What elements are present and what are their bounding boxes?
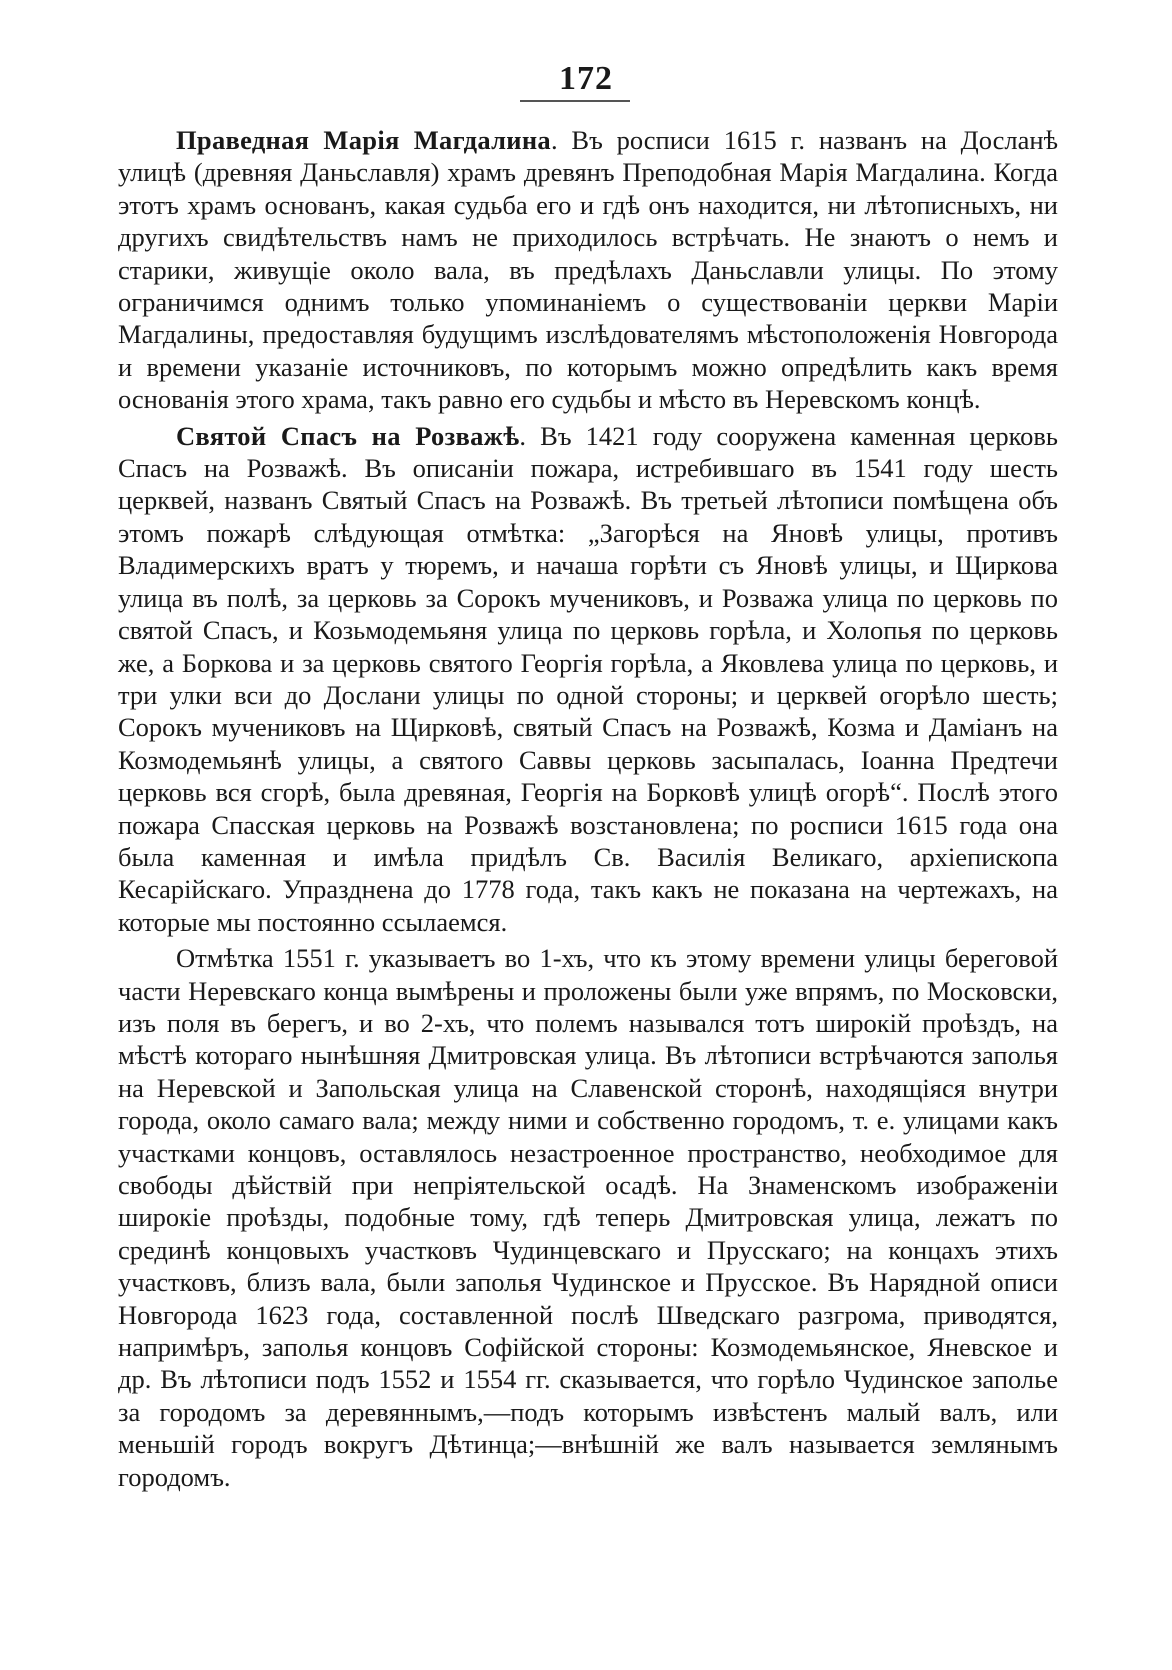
page-number-rule — [520, 100, 630, 102]
page-body — [118, 124, 1058, 1497]
paragraph-maria-magdalina — [118, 124, 1058, 416]
section-heading: Праведная Марія Магдалина — [176, 125, 551, 155]
section-heading: Святой Спасъ на Розважѣ — [176, 420, 520, 451]
paragraph-otmetka-1551 — [118, 942, 1058, 1493]
page-number: 172 — [559, 60, 613, 97]
paragraph-text: Отмѣтка 1551 г. указываетъ во 1-хъ, что къ этому времени улицы береговой части Неревскаго конца вымѣрены и проложены были уже впрямъ, по Московски, изъ поля въ берегъ, и во 2-хъ, что полемъ назывался тотъ широкій проѣздъ, на мѣстѣ котораго нынѣшняя Дмитровская улица. Въ лѣтописи встрѣчаются заполья на Неревской и Запольская улица на Славенской сторонѣ, находящіяся внутри города, около самаго вала; между ними и собственно городомъ, т. е. улицами какъ участками концовъ, оставлялось незастроенное пространство, необходимое для свободы дѣйствій при непріятельской осадѣ. На Знаменскомъ изображеніи широкіе проѣзды, подобные тому, гдѣ теперь Дмитровская улица, лежатъ по срединѣ концовыхъ участковъ Чудинцевскаго и Прусскаго; на концахъ этихъ участковъ, близъ вала, были заполья Чудинское и Прусское. Въ Нарядной описи Новгорода 1623 года, составленной послѣ Шведскаго разгрома, приводятся, напримѣръ, заполья концовъ Софійской стороны: Козмодемьянское, Яневское и др. Въ лѣтописи подъ 1552 и 1554 гг. сказывается, что горѣло Чудинское заполье за городомъ за деревяннымъ,—подъ которымъ извѣстенъ малый валъ, или меньшій городъ вокругъ Дѣтинца;—внѣшній же валъ называется землянымъ городомъ. — [118, 943, 1058, 1492]
paragraph-spas-na-rozvazhe — [118, 420, 1058, 939]
paragraph-text: . Въ 1421 году сооружена каменная церковь Спасъ на Розважѣ. Въ описаніи пожара, истребившаго въ 1541 году шесть церквей, названъ Святый Спасъ на Розважѣ. Въ третьей лѣтописи помѣщена объ этомъ пожарѣ слѣдующая отмѣтка: „Загорѣся на Яновѣ улицы, противъ Владимерскихъ вратъ у тюремъ, и начаша горѣти съ Яновѣ улицы, и Щиркова улица въ полѣ, за церковь за Сорокъ мучениковъ, и Розважа улица по церковь по святой Спасъ, и Козьмодемьяня улица по церковь горѣла, и Холопья по церковь же, а Боркова и за церковь святого Георгія горѣла, а Яковлева улица по церковь, и три улки вси до Дослани улицы по одной стороны; и церквей огорѣло шесть; Сорокъ мучениковъ на Щирковѣ, святый Спасъ на Розважѣ, Козма и Даміанъ на Козмодемьянѣ улицы, а святого Саввы церковь засыпалась, Іоанна Предтечи церковь вся сгорѣ, была древяная, Георгія на Борковѣ улицѣ огорѣ“. Послѣ этого пожара Спасская церковь на Розважѣ возстановлена; по росписи 1615 года она была каменная и имѣла придѣлъ Св. Василія Великаго, архіепископа Кесарійскаго. Упразднена до 1778 года, такъ какъ не показана на чертежахъ, на которые мы постоянно ссылаемся. — [118, 420, 1058, 937]
paragraph-text: . Въ росписи 1615 г. названъ на Досланѣ улицѣ (древняя Даньславля) храмъ древянъ Преподобная Марія Магдалина. Когда этотъ храмъ основанъ, какая судьба его и гдѣ онъ находится, ни лѣтописныхъ, ни другихъ свидѣтельствъ намъ не приходилось встрѣчать. Не знаютъ о немъ и старики, живущіе около вала, въ предѣлахъ Даньславли улицы. По этому ограничимся однимъ только упоминаніемъ о существованіи церкви Маріи Магдалины, предоставляя будущимъ изслѣдователямъ мѣстоположенія Новгорода и времени указаніе источниковъ, по которымъ можно опредѣлить какъ время основанія этого храма, такъ равно его судьбы и мѣсто въ Неревскомъ концѣ. — [118, 125, 1058, 415]
